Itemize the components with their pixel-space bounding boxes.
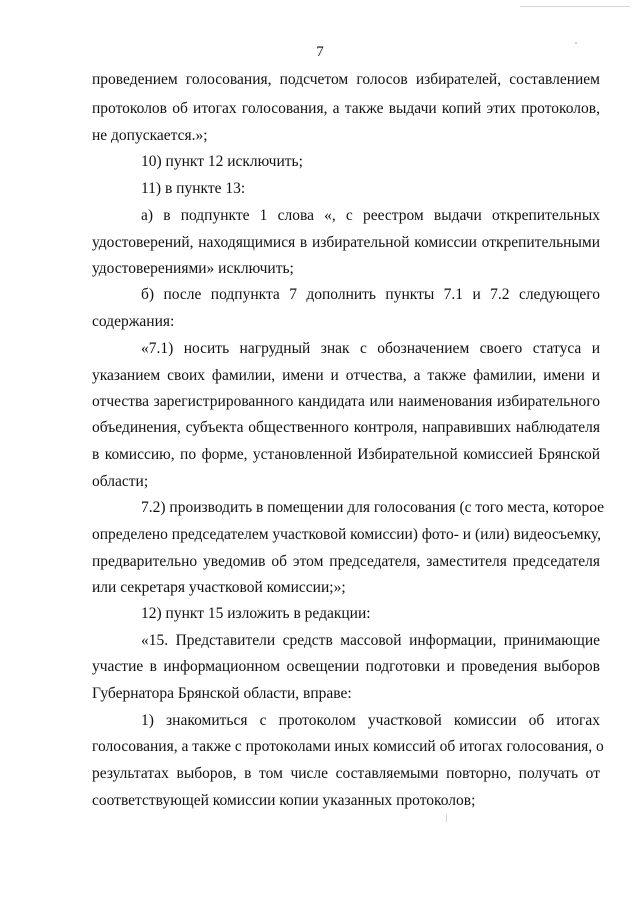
text-line: соответствующей комиссии копии указанных протоколов;: [92, 792, 476, 809]
text-line: проведением голосования, подсчетом голосов избирателей, составлением: [92, 71, 600, 88]
text-line: области;: [92, 473, 149, 490]
text-line: удостоверениями» исключить;: [92, 260, 294, 277]
text-line: удостоверений, находящимися в избирательной комиссии открепительными: [92, 234, 600, 251]
text-line: 10) пункт 12 исключить;: [141, 153, 303, 170]
text-line: 1) знакомиться с протоколом участковой комиссии об итогах: [141, 712, 600, 729]
text-line: б) после подпункта 7 дополнить пункты 7.1 и 7.2 следующего: [141, 286, 600, 303]
text-line: содержания:: [92, 313, 175, 330]
text-line: протоколов об итогах голосования, а также выдачи копий этих протоколов,: [92, 100, 600, 117]
scan-edge-mark: [520, 6, 630, 7]
text-line: результатах выборов, в том числе составляемыми повторно, получать от: [92, 765, 600, 782]
text-line: или секретаря участковой комиссии;»;: [92, 579, 346, 596]
text-line: «15. Представители средств массовой информации, принимающие: [141, 632, 600, 649]
text-line: Губернатора Брянской области, вправе:: [92, 685, 352, 702]
text-line: определено председателем участковой комиссии) фото- и (или) видеосъемку,: [92, 526, 601, 543]
text-line: не допускается.»;: [92, 127, 208, 144]
scan-speck: [575, 42, 577, 44]
page-number: 7: [316, 44, 324, 60]
text-line: голосования, а также с протоколами иных комиссий об итогах голосования, о: [92, 738, 604, 755]
text-line: участие в информационном освещении подготовки и проведения выборов: [92, 658, 600, 675]
text-line: а) в подпункте 1 слова «, с реестром выдачи открепительных: [141, 207, 600, 224]
text-line: объединения, субъекта общественного контроля, направивших наблюдателя: [92, 419, 600, 436]
text-line: в комиссию, по форме, установленной Избирательной комиссией Брянской: [92, 446, 600, 463]
text-line: предварительно уведомив об этом председателя, заместителя председателя: [92, 553, 600, 570]
text-line: указанием своих фамилии, имени и отчества, а также фамилии, имени и: [92, 367, 600, 384]
text-line: «7.1) носить нагрудный знак с обозначением своего статуса и: [141, 340, 600, 357]
text-line: 7.2) производить в помещении для голосования (с того места, которое: [141, 499, 605, 516]
text-line: 12) пункт 15 изложить в редакции:: [141, 605, 371, 622]
text-line: 11) в пункте 13:: [141, 180, 246, 197]
text-line: отчества зарегистрированного кандидата или наименования избирательного: [92, 393, 600, 410]
scan-speck: [446, 814, 447, 822]
